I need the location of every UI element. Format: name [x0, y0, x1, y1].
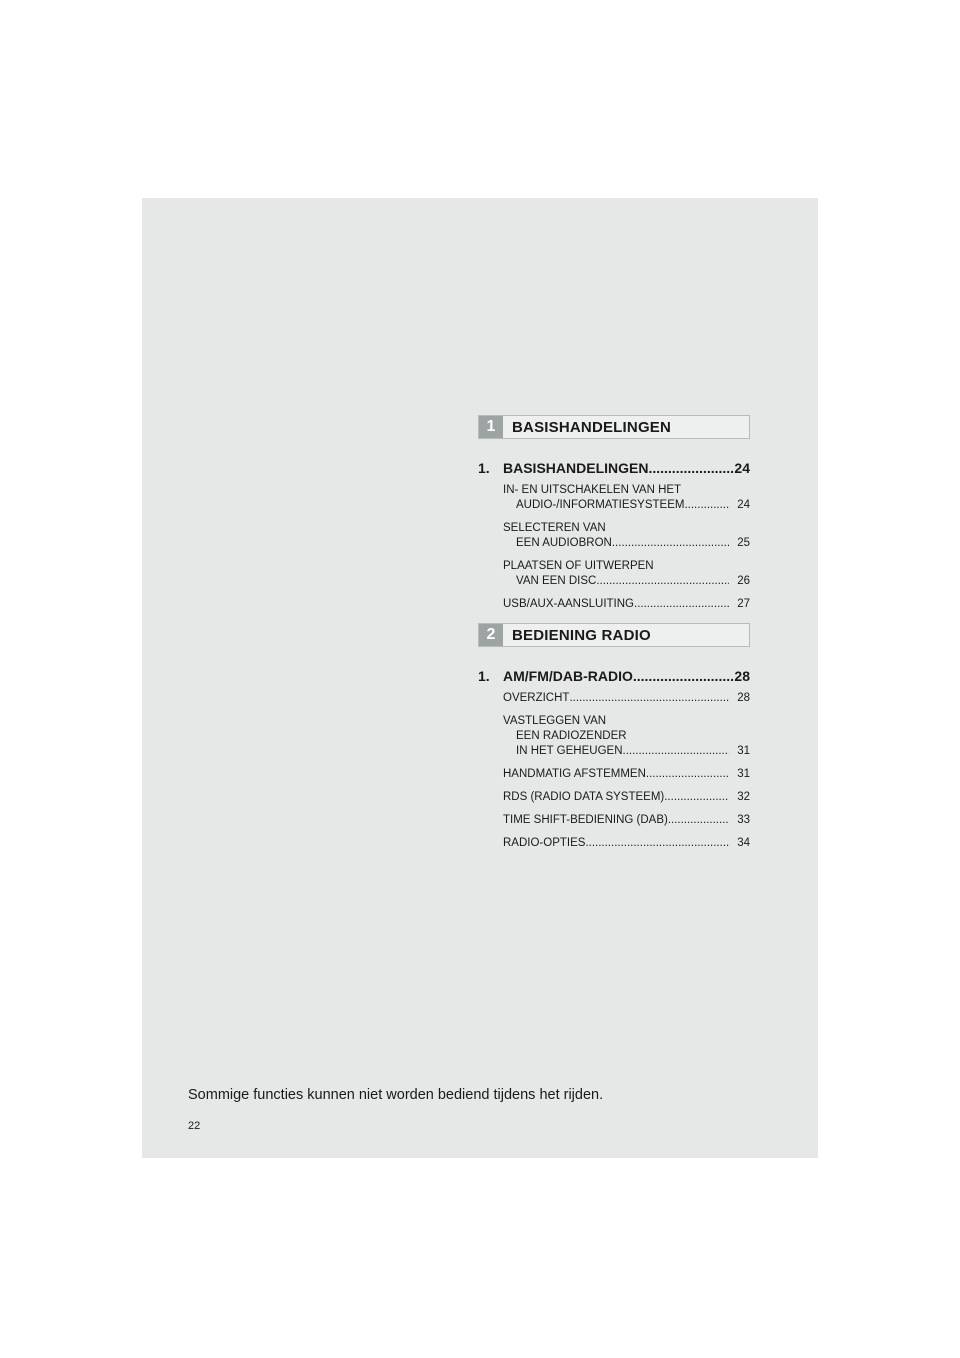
toc-entry[interactable] — [503, 767, 750, 782]
entry-line: IN- EN UITSCHAKELEN VAN HET — [503, 484, 682, 496]
dot-leader — [596, 574, 729, 589]
entry-text: AUDIO-/INFORMATIESYSTEEM — [516, 499, 685, 511]
entry-page: 34 — [737, 837, 750, 849]
section-number: 1 — [479, 416, 503, 438]
entry-text: VAN EEN DISC — [516, 575, 597, 587]
chapter-title: AM/FM/DAB-RADIO — [503, 668, 633, 684]
entry-page: 28 — [737, 692, 750, 704]
entry-line — [503, 836, 750, 851]
dot-leader — [612, 536, 729, 551]
toc-entry[interactable] — [503, 714, 750, 759]
page-number: 22 — [188, 1120, 201, 1132]
entry-line — [503, 790, 750, 805]
entry-line — [503, 536, 750, 551]
dot-leader — [648, 460, 733, 476]
entry-line: PLAATSEN OF UITWERPEN — [503, 560, 654, 572]
toc-entry[interactable] — [503, 836, 750, 851]
chapter-entry[interactable] — [478, 460, 750, 476]
dot-leader — [569, 691, 729, 706]
footnote: Sommige functies kunnen niet worden bediend tijdens het rijden. — [188, 1087, 604, 1103]
entry-page: 27 — [737, 598, 750, 610]
entry-page: 31 — [737, 768, 750, 780]
toc-section — [478, 415, 750, 612]
section-title: BASISHANDELINGEN — [512, 418, 672, 436]
entry-line — [503, 744, 750, 759]
chapter-number: 1. — [478, 460, 490, 476]
dot-leader — [684, 498, 729, 513]
chapter-page: 28 — [734, 668, 750, 684]
entry-line — [503, 597, 750, 612]
entry-text: IN HET GEHEUGEN — [516, 745, 623, 757]
entry-text: OVERZICHT — [503, 692, 570, 704]
entry-text: EEN AUDIOBRON — [516, 537, 612, 549]
entry-line — [503, 767, 750, 782]
entry-page: 33 — [737, 814, 750, 826]
entry-text: RADIO-OPTIES — [503, 837, 586, 849]
entry-line: VASTLEGGEN VAN — [503, 715, 607, 727]
toc-entry[interactable] — [503, 597, 750, 612]
entry-list — [503, 483, 750, 612]
toc-entry[interactable] — [503, 521, 750, 551]
dot-leader — [664, 790, 729, 805]
entry-line — [503, 813, 750, 828]
toc-entry[interactable] — [503, 813, 750, 828]
toc-entry[interactable] — [503, 483, 750, 513]
chapter-page: 24 — [734, 460, 750, 476]
dot-leader — [634, 597, 729, 612]
chapter-number: 1. — [478, 668, 490, 684]
chapter-title: BASISHANDELINGEN — [503, 460, 649, 476]
entry-page: 24 — [737, 499, 750, 511]
entry-line: SELECTEREN VAN — [503, 522, 606, 534]
entry-list — [503, 691, 750, 851]
toc-entry[interactable] — [503, 559, 750, 589]
entry-page: 25 — [737, 537, 750, 549]
dot-leader — [585, 836, 729, 851]
section-number: 2 — [479, 624, 503, 646]
entry-text: HANDMATIG AFSTEMMEN — [503, 768, 646, 780]
dot-leader — [646, 767, 729, 782]
entry-page: 31 — [737, 745, 750, 757]
entry-text: TIME SHIFT-BEDIENING (DAB) — [503, 814, 668, 826]
section-header — [478, 623, 750, 647]
toc-section — [478, 623, 750, 851]
dot-leader — [668, 813, 729, 828]
dot-leader — [623, 744, 730, 759]
entry-page: 26 — [737, 575, 750, 587]
section-header — [478, 415, 750, 439]
toc-entry[interactable] — [503, 691, 750, 706]
entry-text: USB/AUX-AANSLUITING — [503, 598, 634, 610]
entry-line — [503, 498, 750, 513]
toc-entry[interactable] — [503, 790, 750, 805]
table-of-contents — [478, 415, 750, 859]
entry-line — [503, 691, 750, 706]
entry-page: 32 — [737, 791, 750, 803]
entry-text: RDS (RADIO DATA SYSTEEM) — [503, 791, 665, 803]
section-title: BEDIENING RADIO — [512, 626, 651, 644]
entry-line: EEN RADIOZENDER — [516, 730, 627, 742]
chapter-entry[interactable] — [478, 668, 750, 684]
entry-line — [503, 574, 750, 589]
dot-leader — [633, 668, 734, 684]
